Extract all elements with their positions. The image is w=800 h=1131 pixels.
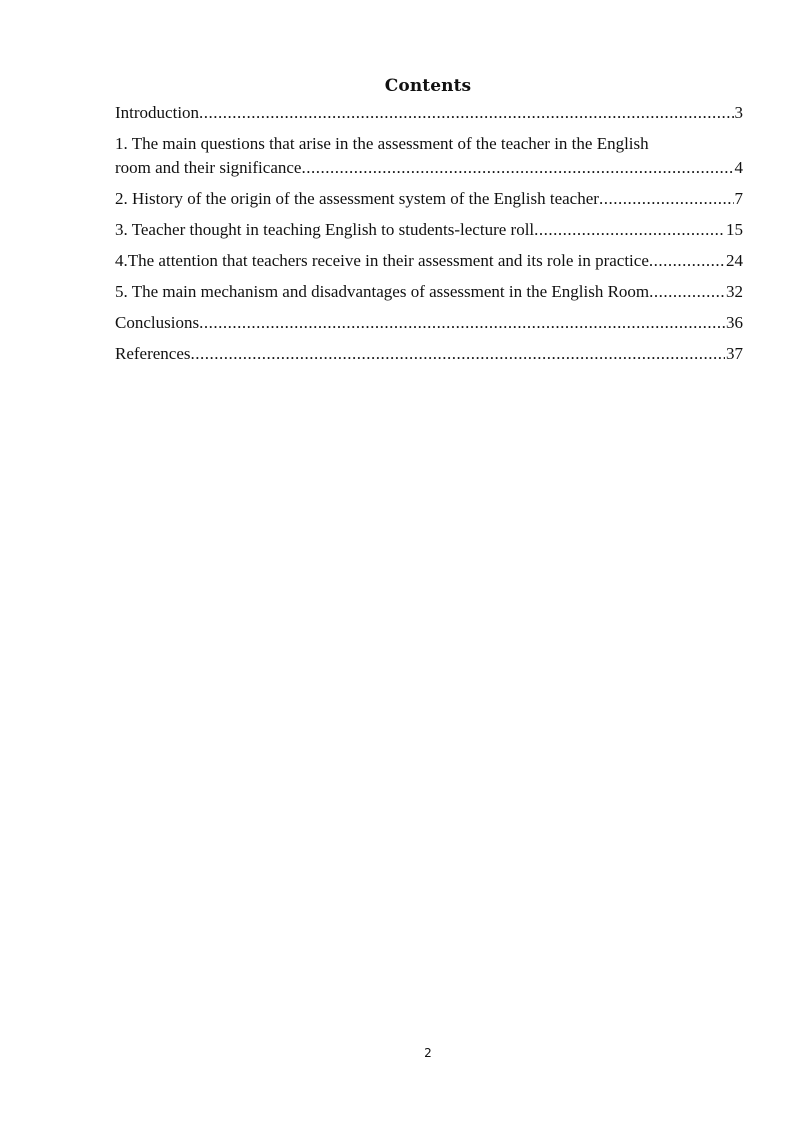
toc-entry-section-4[interactable] <box>115 249 743 273</box>
toc-entry-label: 5. The main mechanism and disadvantages of assessment in the English Room <box>115 282 650 301</box>
dot-leader <box>191 342 725 366</box>
toc-entry-page: 7 <box>734 189 743 208</box>
toc-title: Contents <box>384 76 472 96</box>
dot-leader <box>534 218 725 242</box>
toc-entry-label: References <box>115 344 191 363</box>
page-number: 2 <box>424 1046 432 1060</box>
toc-entry-page: 4 <box>734 158 743 177</box>
toc-entry-section-5[interactable] <box>115 280 743 304</box>
toc-entry-page: 3 <box>734 103 743 122</box>
dot-leader <box>649 280 725 304</box>
dot-leader <box>301 156 733 180</box>
toc-entry-introduction[interactable] <box>115 101 743 125</box>
dot-leader <box>199 101 733 125</box>
toc-entry-label: 4.The attention that teachers receive in their assessment and its role in practice <box>115 251 649 270</box>
toc-entry-section-3[interactable] <box>115 218 743 242</box>
toc-entry-section-2[interactable] <box>115 187 743 211</box>
toc-entry-page: 37 <box>726 344 743 363</box>
toc-entry-label: room and their significance <box>115 158 302 177</box>
toc-entry-page: 15 <box>726 220 743 239</box>
dot-leader <box>649 249 725 273</box>
toc-entry-references[interactable] <box>115 342 743 366</box>
toc-entry-page: 24 <box>726 251 743 270</box>
table-of-contents <box>115 101 743 373</box>
toc-entry-label: Conclusions <box>115 313 200 332</box>
toc-entry-label-line-1: 1. The main questions that arise in the assessment of the teacher in the English <box>115 134 649 153</box>
dot-leader <box>199 311 725 335</box>
toc-entry-page: 32 <box>726 282 743 301</box>
toc-entry-conclusions[interactable] <box>115 311 743 335</box>
toc-entry-label: 3. Teacher thought in teaching English to students-lecture roll <box>115 220 535 239</box>
toc-entry-label: 2. History of the origin of the assessment system of the English teacher <box>115 189 599 208</box>
toc-entry-label: Introduction <box>115 103 200 122</box>
dot-leader <box>599 187 734 211</box>
toc-entry-section-1[interactable] <box>115 132 743 180</box>
toc-entry-page: 36 <box>726 313 743 332</box>
